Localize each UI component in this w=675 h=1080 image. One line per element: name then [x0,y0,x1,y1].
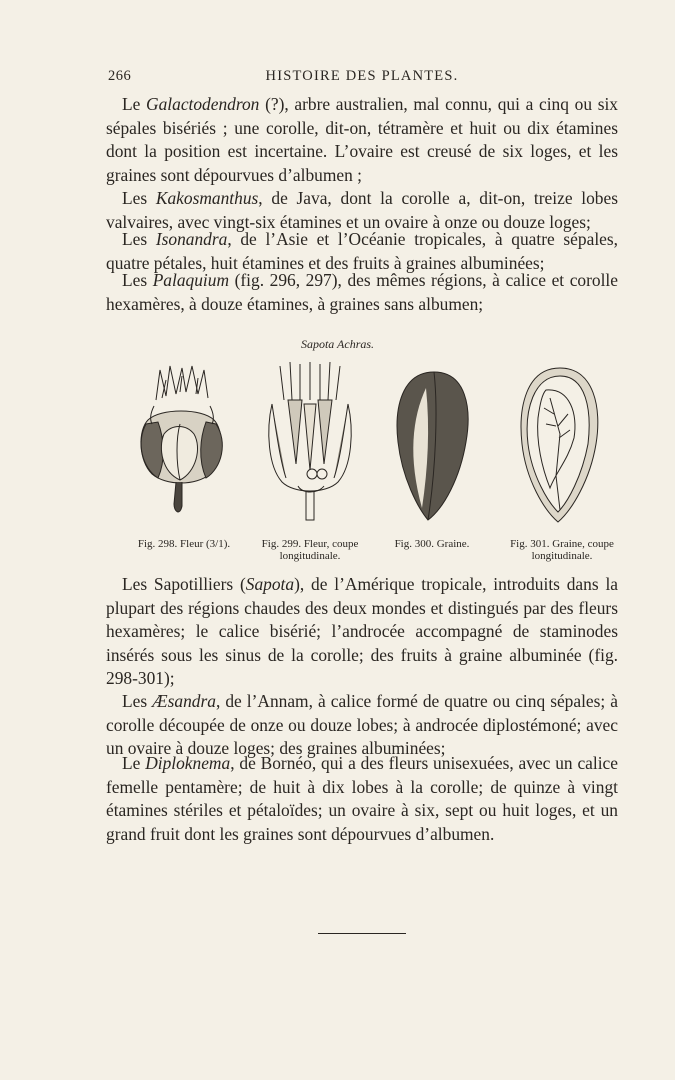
paragraph-diploknema: Le Diploknema, de Bornéo, qui a des fleurs unisexuées, avec un calice femelle pentamère; de huit à dix lobes à la corolle; de quinze à vingt étamines stériles et pétaloïdes; un ovaire à six, sept ou huit loges, et un grand fruit dont les graines sont dépourvues d’albumen. [106,753,618,844]
flower-section-illustration [266,360,356,526]
paragraph-aesandra: Les Æsandra, de l’Annam, à calice formé de quatre ou cinq sépales; à corolle découpée de onze ou douze lobes; à androcée diplostémoné; avec un ovaire à douze loges; des graines albuminées; [106,691,618,758]
seed-section-illustration [516,364,604,528]
figure-caption: Fig. 300. Graine. [394,538,470,550]
genus-name: Galactodendron [146,94,260,114]
genus-name: Palaquium [152,270,230,290]
paragraph-palaquium: Les Palaquium (fig. 296, 297), des mêmes régions, à calice et corolle hexamères, à douze étamines, à graines sans albumen; [106,270,618,314]
genus-name: Diploknema [145,753,231,773]
figure-caption: Fig. 301. Graine, coupe longitudinale. [510,538,614,562]
figure-caption: Fig. 299. Fleur, coupe longitudinale. [261,538,359,562]
paragraph-kakosmanthus: Les Kakosmanthus, de Java, dont la corolle a, dit-on, treize lobes valvaires, avec vingt-six étamines et un ovaire à onze ou douze loges; [106,188,618,232]
running-title: HISTOIRE DES PLANTES. [265,68,459,84]
page-number: 266 [108,68,132,84]
genus-name: Kakosmanthus [155,188,259,208]
paragraph-isonandra: Les Isonandra, de l’Asie et l’Océanie tropicales, à quatre sépales, quatre pétales, huit étamines et des fruits à graines albuminées; [106,229,618,273]
running-head [108,68,616,88]
paragraph-galactodendron: Le Galactodendron (?), arbre australien, mal connu, qui a cinq ou six sépales bisériés ; une corolle, dit-on, tétramère et huit ou dix étamines dont la position est incertaine. L’ovaire est creusé de six loges, et les graines sont dépourvues d’albumen ; [106,94,618,185]
seed-illustration [392,368,476,526]
figure-title: Sapota Achras. [300,337,375,351]
genus-name: Isonandra [155,229,228,249]
section-divider [318,933,406,934]
genus-name: Sapota [245,574,295,594]
paragraph-sapota: Les Sapotilliers (Sapota), de l’Amérique tropicale, introduits dans la plupart des régions chaudes des deux mondes et distingués par des fleurs hexamères; le calice bisérié; l’androcée accompagné de staminodes insérés sous les sinus de la corolle; des fruits à graine albuminée (fig. 298-301); [106,574,618,688]
flower-illustration [136,362,228,520]
genus-name: Æsandra [152,691,216,711]
figure-caption: Fig. 298. Fleur (3/1). [137,538,231,550]
